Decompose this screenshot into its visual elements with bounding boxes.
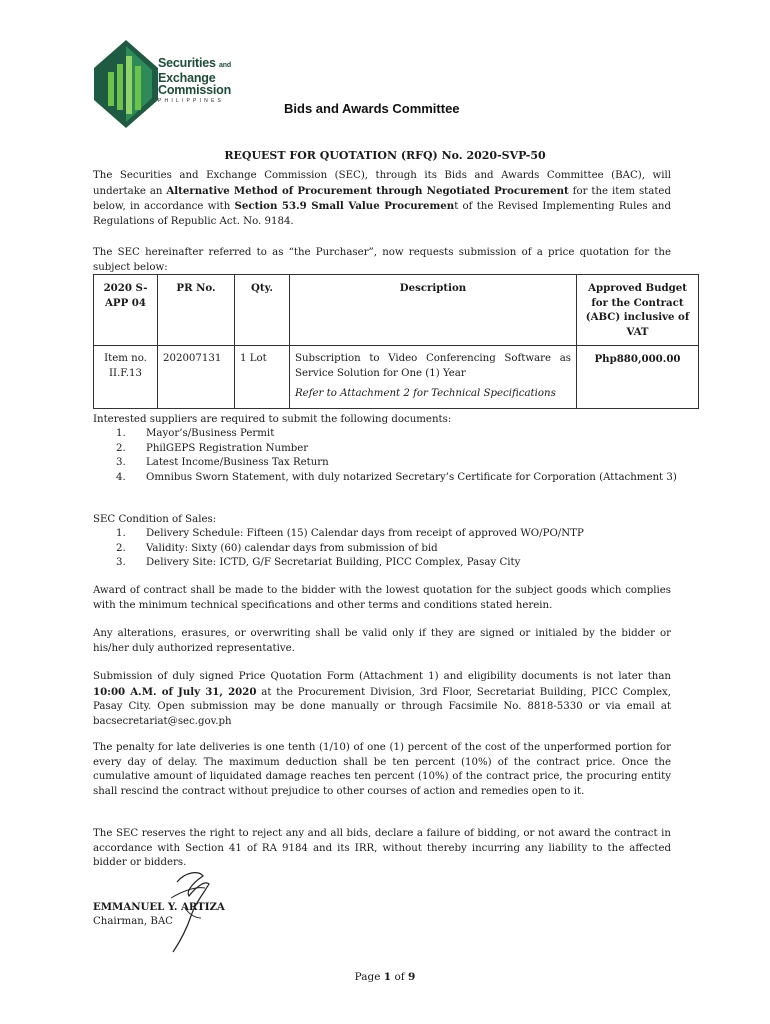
specs-note: Refer to Attachment 2 for Technical Specifications <box>295 388 556 399</box>
list-item: 3. Delivery Site: ICTD, G/F Secretariat Building, PICC Complex, Pasay City <box>116 557 521 568</box>
intro-paragraph: The Securities and Exchange Commission (SEC), through its Bids and Awards Committee (BAC), will undertake an Alternative Method of Procurement through Negotiated Procurement for the item stated below, in accordance with Section 53.9 Small Value Procurement of the Revised Implementing Rules and Regulations of Republic Act. No. 9184. <box>93 170 671 227</box>
conditions-list <box>93 527 683 571</box>
list-item: 2. PhilGEPS Registration Number <box>116 442 309 454</box>
table-row <box>94 346 699 409</box>
items-table <box>93 274 699 409</box>
list-item: 3. Latest Income/Business Tax Return <box>116 457 329 468</box>
purchaser-paragraph: The SEC hereinafter referred to as “the Purchaser”, now requests submission of a price quotation for the subject below: <box>93 247 671 273</box>
cell-qty: 1 Lot <box>235 346 290 409</box>
committee-heading: Bids and Awards Committee <box>284 101 460 116</box>
cell-pr: 202007131 <box>158 346 235 409</box>
header-app: 2020 S-APP 04 <box>94 275 158 346</box>
alterations-paragraph: Any alterations, erasures, or overwriting shall be valid only if they are signed or initialed by the bidder or his/her duly authorized representative. <box>93 628 671 654</box>
conditions-heading: SEC Condition of Sales: <box>93 514 217 525</box>
header-qty: Qty. <box>235 275 290 346</box>
documents-list <box>93 427 683 485</box>
rfq-title: REQUEST FOR QUOTATION (RFQ) No. 2020-SVP-50 <box>224 149 546 162</box>
cell-item: Item no. II.F.13 <box>94 346 158 409</box>
cell-description <box>290 346 577 409</box>
cell-abc: Php880,000.00 <box>577 346 699 409</box>
signatory-name: EMMANUEL Y. ARTIZA <box>93 901 225 913</box>
reserve-paragraph: The SEC reserves the right to reject any and all bids, declare a failure of bidding, or not award the contract in accordance with Section 41 of RA 9184 and its IRR, without thereby incurring any liability to the affected bidder or bidders. <box>93 828 671 868</box>
list-item: 1. Delivery Schedule: Fifteen (15) Calendar days from receipt of approved WO/PO/NTP <box>116 528 584 539</box>
penalty-paragraph: The penalty for late deliveries is one tenth (1/10) of one (1) percent of the cost of the unperformed portion for every day of delay. The maximum deduction shall be ten percent (10%) of the contract price. Once the cumulative amount of liquidated damage reaches ten percent (10%) of the contract price, the procuring entity shall rescind the contract without prejudice to other courses of action and remedies open to it. <box>93 742 671 797</box>
list-item: 1. Mayor’s/Business Permit <box>116 428 275 439</box>
award-paragraph: Award of contract shall be made to the bidder with the lowest quotation for the subject goods which complies with the minimum technical specifications and other terms and conditions stated herein. <box>93 585 671 611</box>
list-item: 2. Validity: Sixty (60) calendar days from submission of bid <box>116 542 438 554</box>
sec-logo-emblem-icon <box>94 40 164 128</box>
table-header-row <box>94 275 699 346</box>
submission-paragraph: Submission of duly signed Price Quotation Form (Attachment 1) and eligibility documents is not later than 10:00 A.M. of July 31, 2020 at the Procurement Division, 3rd Floor, Secretariat Building, PICC Complex, Pasay City. Open submission may be done manually or through Facsimile No. 8818-5330 or via email at bacsecretariat@sec.gov.ph <box>93 671 671 727</box>
list-item: 4. Omnibus Sworn Statement, with duly notarized Secretary’s Certificate for Corporation (Attachment 3) <box>116 471 677 483</box>
header-pr-no: PR No. <box>158 275 235 346</box>
signatory-title: Chairman, BAC <box>93 916 173 927</box>
logo-wordmark: Securities and Exchange Commission PHILIPPINES <box>158 56 232 104</box>
header-description: Description <box>290 275 577 346</box>
header-abc: Approved Budget for the Contract (ABC) inclusive of VAT <box>577 275 699 346</box>
sec-logo <box>94 40 244 128</box>
page-footer: Page 1 of 9 <box>354 971 416 983</box>
documents-heading: Interested suppliers are required to submit the following documents: <box>93 414 452 425</box>
description-text: Subscription to Video Conferencing Software as Service Solution for One (1) Year <box>295 353 571 379</box>
